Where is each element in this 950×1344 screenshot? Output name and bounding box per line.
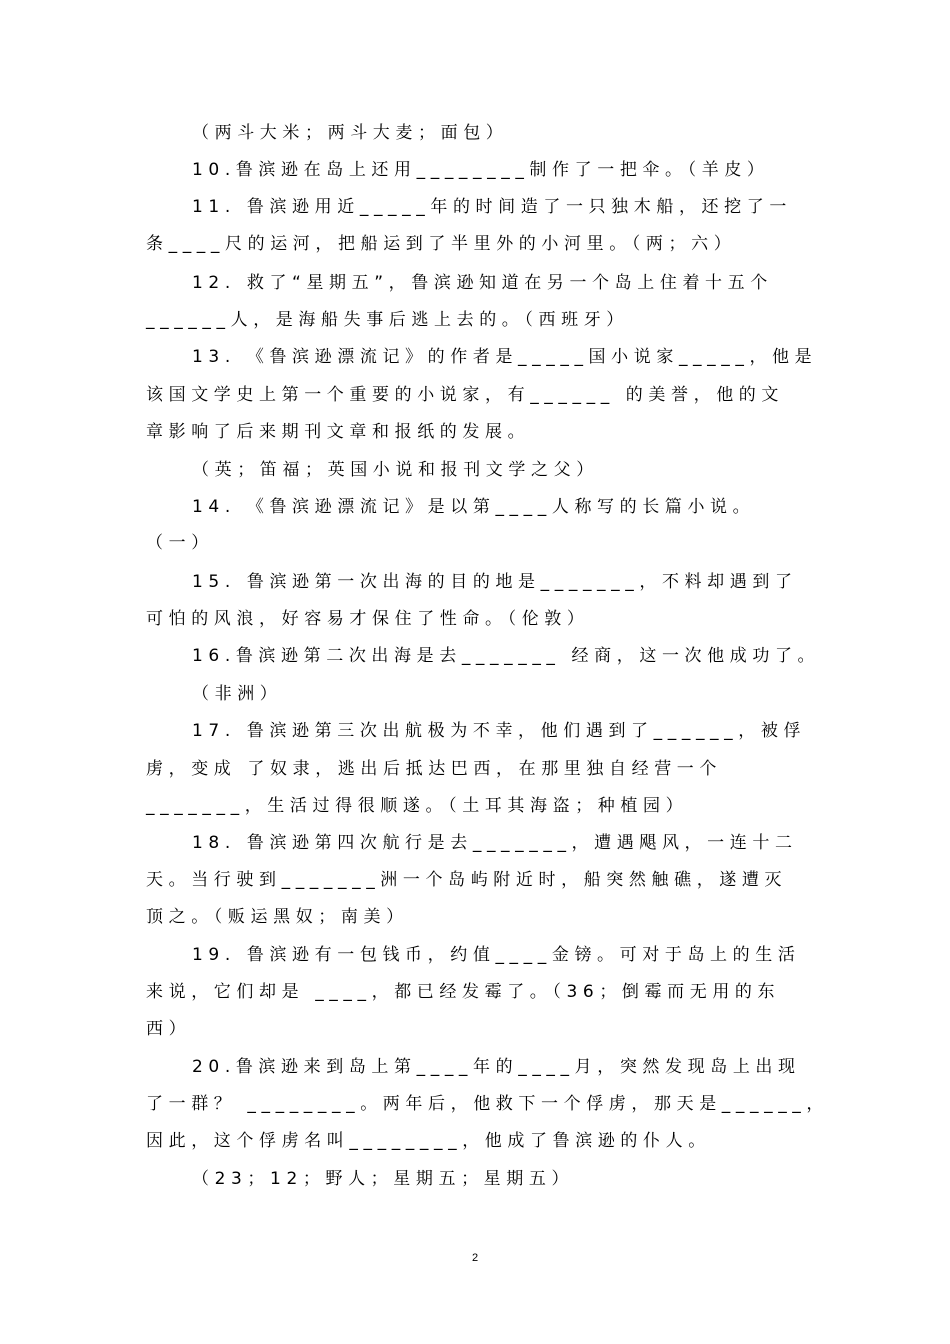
question-line: 条____尺的运河，把船运到了半里外的小河里。（两；六） <box>146 234 737 254</box>
question-line: 10.鲁滨逊在岛上还用________制作了一把伞。（羊皮） <box>192 160 770 180</box>
answer-line: （一） <box>146 533 214 553</box>
question-line: 了一群？ ________。两年后，他救下一个俘虏，那天是______， <box>146 1094 830 1114</box>
question-line: 顶之。（贩运黑奴；南美） <box>146 907 409 927</box>
question-line: 西） <box>146 1019 192 1039</box>
answer-line: （英；笛福；英国小说和报刊文学之父） <box>192 460 599 480</box>
question-line: 17. 鲁滨逊第三次出航极为不幸，他们遇到了______，被俘 <box>192 721 807 741</box>
question-line: 16.鲁滨逊第二次出海是去_______ 经商，这一次他成功了。 <box>192 646 821 666</box>
question-line: 20.鲁滨逊来到岛上第____年的____月，突然发现岛上出现 <box>192 1057 801 1077</box>
question-line: 来说，它们却是 ____，都已经发霉了。（36；倒霉而无用的东 <box>146 982 781 1002</box>
question-line: 因此，这个俘虏名叫________，他成了鲁滨逊的仆人。 <box>146 1131 711 1151</box>
question-line: 12. 救了“星期五”，鲁滨逊知道在另一个岛上住着十五个 <box>192 273 773 293</box>
page-number: 2 <box>471 1252 479 1264</box>
question-line: ______人，是海船失事后逃上去的。（西班牙） <box>146 310 629 330</box>
question-line: 虏，变成 了奴隶，逃出后抵达巴西，在那里独自经营一个 <box>146 759 723 779</box>
answer-line: （非洲） <box>192 684 283 704</box>
answer-line: （两斗大米；两斗大麦；面包） <box>192 123 509 143</box>
question-line: 章影响了后来期刊文章和报纸的发展。 <box>146 422 531 442</box>
question-line: _______，生活过得很顺遂。（土耳其海盗；种植园） <box>146 796 689 816</box>
question-line: 15. 鲁滨逊第一次出海的目的地是_______，不料却遇到了 <box>192 572 798 592</box>
question-line: 可怕的风浪，好容易才保住了性命。（伦敦） <box>146 609 590 629</box>
question-line: 天。当行驶到_______洲一个岛屿附近时，船突然触礁，遂遭灭 <box>146 870 788 890</box>
question-line: 18. 鲁滨逊第四次航行是去_______，遭遇飓风，一连十二 <box>192 833 798 853</box>
question-line: 该国文学史上第一个重要的小说家，有______ 的美誉，他的文 <box>146 385 785 405</box>
answer-line: （23；12；野人；星期五；星期五） <box>192 1169 575 1189</box>
question-line: 13. 《鲁滨逊漂流记》的作者是_____国小说家_____，他是 <box>192 347 818 367</box>
question-line: 11. 鲁滨逊用近_____年的时间造了一只独木船，还挖了一 <box>192 197 792 217</box>
question-line: 14. 《鲁滨逊漂流记》是以第____人称写的长篇小说。 <box>192 497 756 517</box>
question-line: 19. 鲁滨逊有一包钱币，约值____金镑。可对于岛上的生活 <box>192 945 801 965</box>
